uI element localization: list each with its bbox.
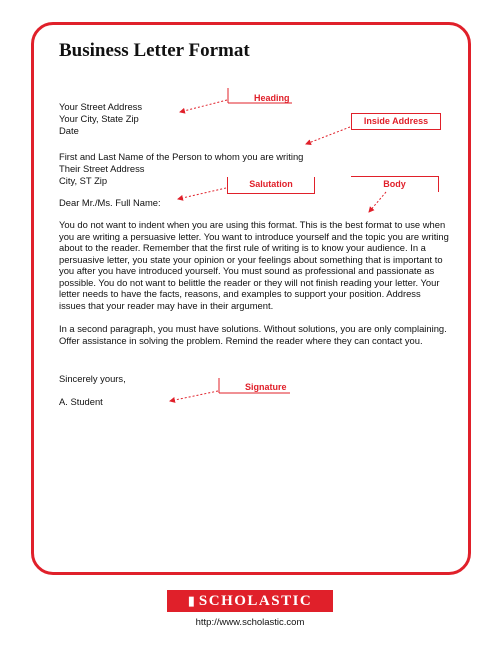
page-title: Business Letter Format	[59, 40, 250, 61]
inside-address-arrow	[306, 127, 350, 144]
body-paragraph-2: In a second paragraph, you must have solutions. Without solutions, you are only complaining. Offer assistance in solving the problem. Remind the reader where they can contact you.	[59, 323, 447, 346]
salutation-text: Dear Mr./Ms. Full Name:	[59, 197, 161, 208]
label-body: Body	[351, 176, 439, 192]
heading-arrow	[180, 100, 227, 112]
scholastic-logo[interactable]	[167, 590, 333, 612]
inside-address-street: Their Street Address	[59, 163, 145, 174]
footer-url[interactable]: http://www.scholastic.com	[195, 617, 305, 628]
closing-text: Sincerely yours,	[59, 373, 126, 384]
book-icon: ▮	[187, 593, 195, 608]
label-salutation: Salutation	[227, 177, 315, 194]
label-heading: Heading	[254, 93, 290, 103]
inside-address-city: City, ST Zip	[59, 175, 108, 186]
salutation-arrow	[178, 188, 226, 199]
heading-date: Date	[59, 125, 79, 136]
signature-text: A. Student	[59, 396, 103, 407]
heading-city: Your City, State Zip	[59, 113, 139, 124]
signature-arrow	[170, 391, 218, 401]
label-signature: Signature	[245, 382, 287, 392]
logo-text: SCHOLASTIC	[198, 592, 313, 609]
inside-address-name: First and Last Name of the Person to whom you are writing	[59, 151, 304, 162]
body-arrow	[369, 192, 386, 212]
heading-street: Your Street Address	[59, 101, 143, 112]
label-inside-address: Inside Address	[351, 113, 441, 130]
body-paragraph-1: You do not want to indent when you are using this format. This is the best format to use when you are writing a persuasive letter. You want to introduce yourself and the topic you are writing about to the reader. Remember that the first rule of writing is to know your audience. In a persuasive letter, you state your opinion or your feelings about something that is important to you after you have introduced yourself. You must sound as professional and passionate as possible. You do not want to belittle the reader or they will not finish reading your letter. Your letter needs to have the facts, reasons, and examples to support your position. Address issues that your reader may have in their argument.	[59, 219, 449, 311]
